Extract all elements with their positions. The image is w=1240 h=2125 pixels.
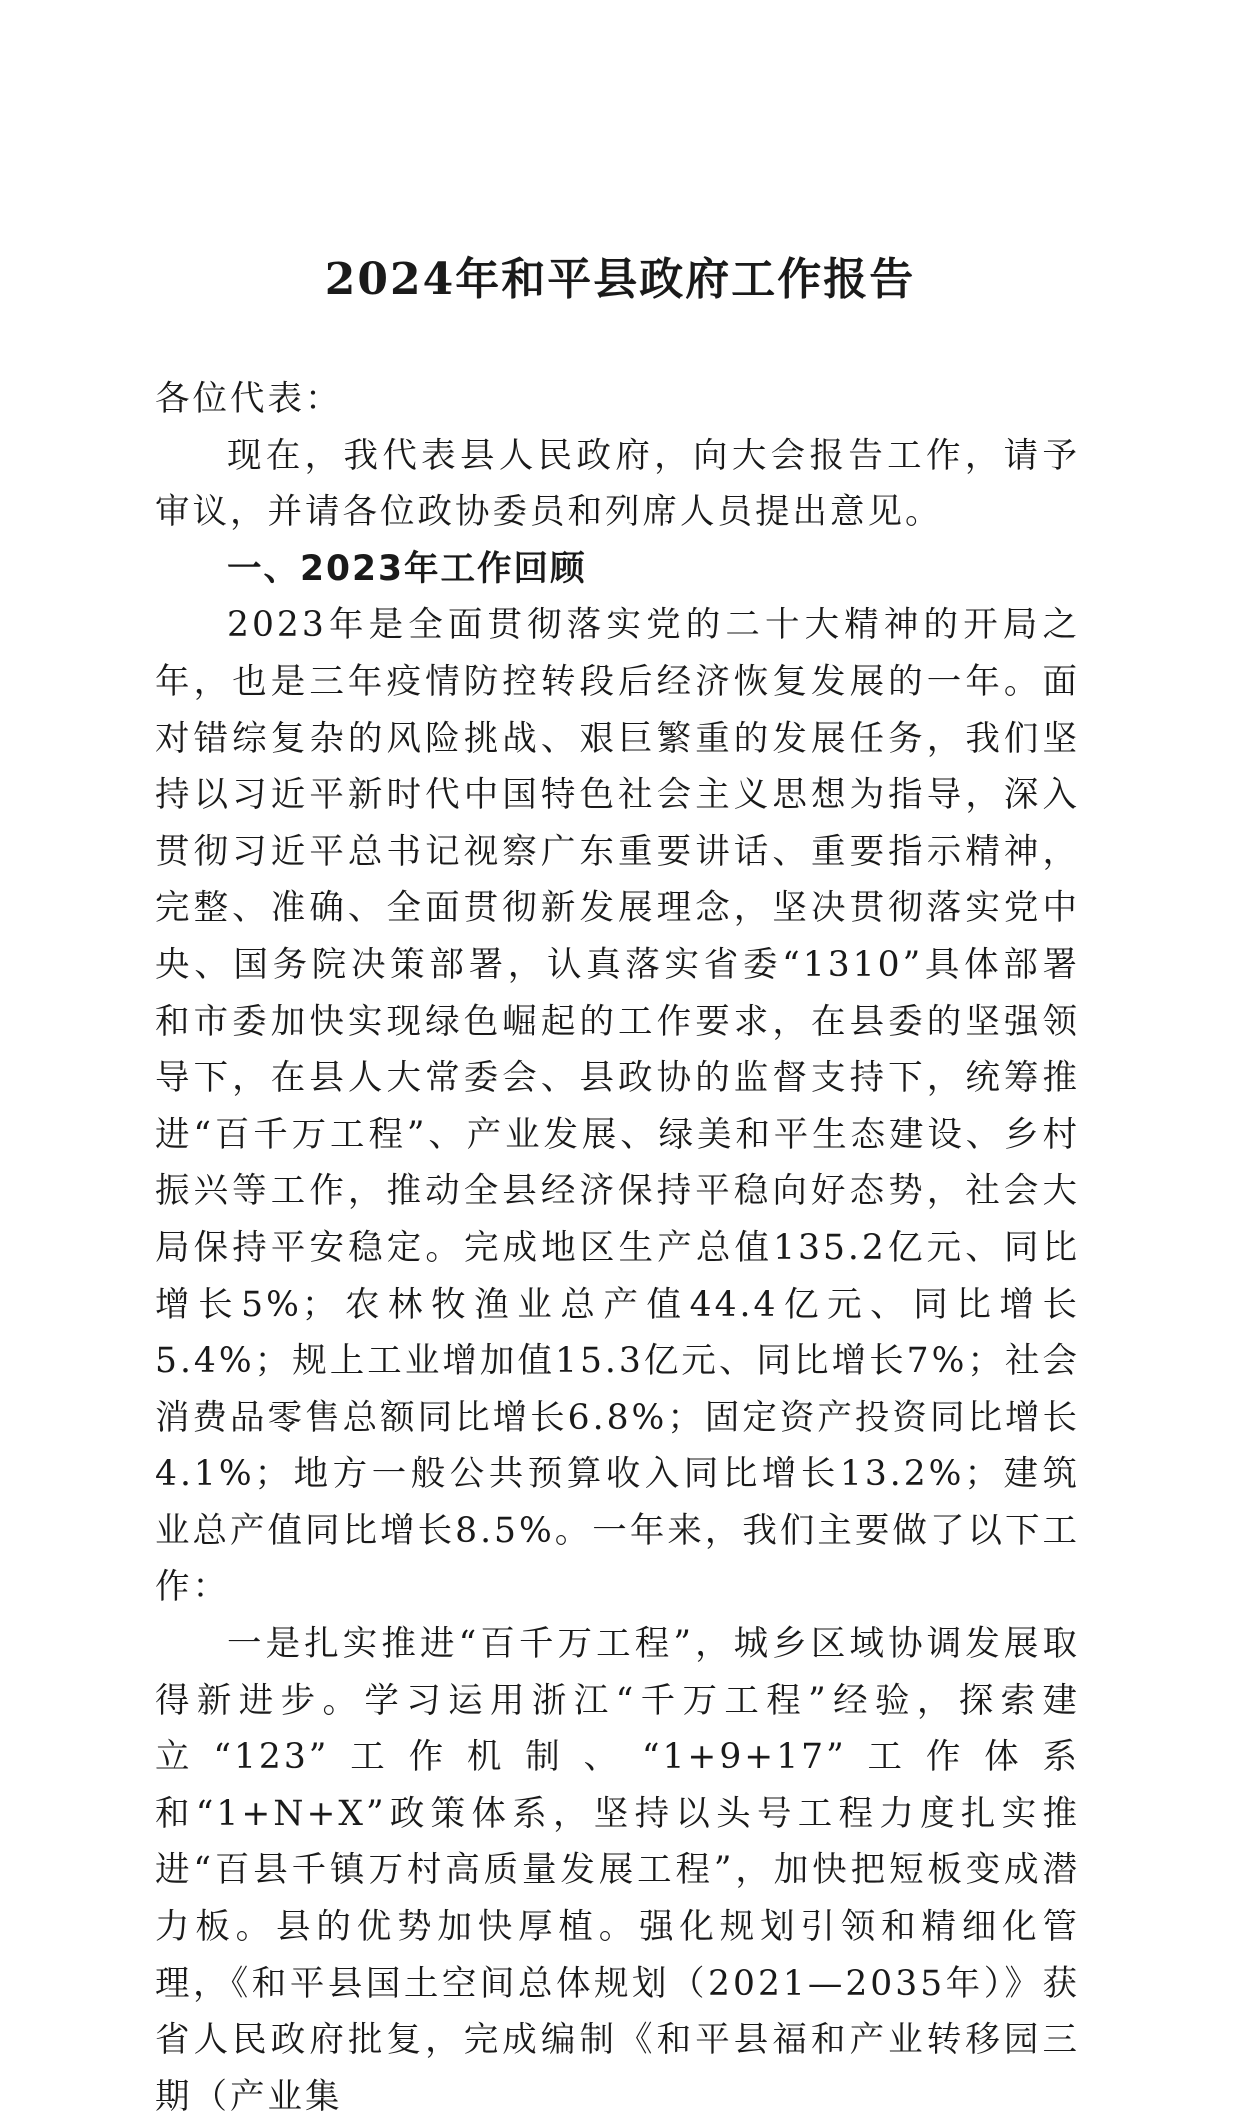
section-heading: 一、2023年工作回顾 <box>227 548 587 589</box>
document-title: 2024年和平县政府工作报告 <box>324 254 916 305</box>
intro-paragraph: 现在，我代表县人民政府，向大会报告工作，请予审议，并请各位政协委员和列席人员提出意见。 <box>155 435 1080 533</box>
review-paragraph: 2023年是全面贯彻落实党的二十大精神的开局之年，也是三年疫情防控转段后经济恢复发展的一年。面对错综复杂的风险挑战、艰巨繁重的发展任务，我们坚持以习近平新时代中国特色社会主义思想为指导，深入贯彻习近平总书记视察广东重要讲话、重要指示精神，完整、准确、全面贯彻新发展理念，坚决贯彻落实党中央、国务院决策部署，认真落实省委“1310”具体部署和市委加快实现绿色崛起的工作要求，在县委的坚强领导下，在县人大常委会、县政协的监督支持下，统筹推进“百千万工程”、产业发展、绿美和平生态建设、乡村振兴等工作，推动全县经济保持平稳向好态势，社会大局保持平安稳定。完成地区生产总值135.2亿元、同比增长5%；农林牧渔业总产值44.4亿元、同比增长5.4%；规上工业增加值15.3亿元、同比增长7%；社会消费品零售总额同比增长6.8%；固定资产投资同比增长4.1%；地方一般公共预算收入同比增长13.2%；建筑业总产值同比增长8.5%。一年来，我们主要做了以下工作： <box>155 605 1080 1608</box>
salutation: 各位代表： <box>155 379 343 419</box>
document-body <box>155 371 1080 2125</box>
hundred-thousand-project-paragraph: 一是扎实推进“百千万工程”，城乡区域协调发展取得新进步。学习运用浙江“千万工程”经验，探索建立“123”工作机制、“1+9+17”工作体系和“1+N+X”政策体系，坚持以头号工程力度扎实推进“百县千镇万村高质量发展工程”，加快把短板变成潜力板。县的优势加快厚植。强化规划引领和精细化管理，《和平县国土空间总体规划（2021—2035年）》获省人民政府批复，完成编制《和平县福和产业转移园三期（产业集 <box>155 1624 1080 2117</box>
